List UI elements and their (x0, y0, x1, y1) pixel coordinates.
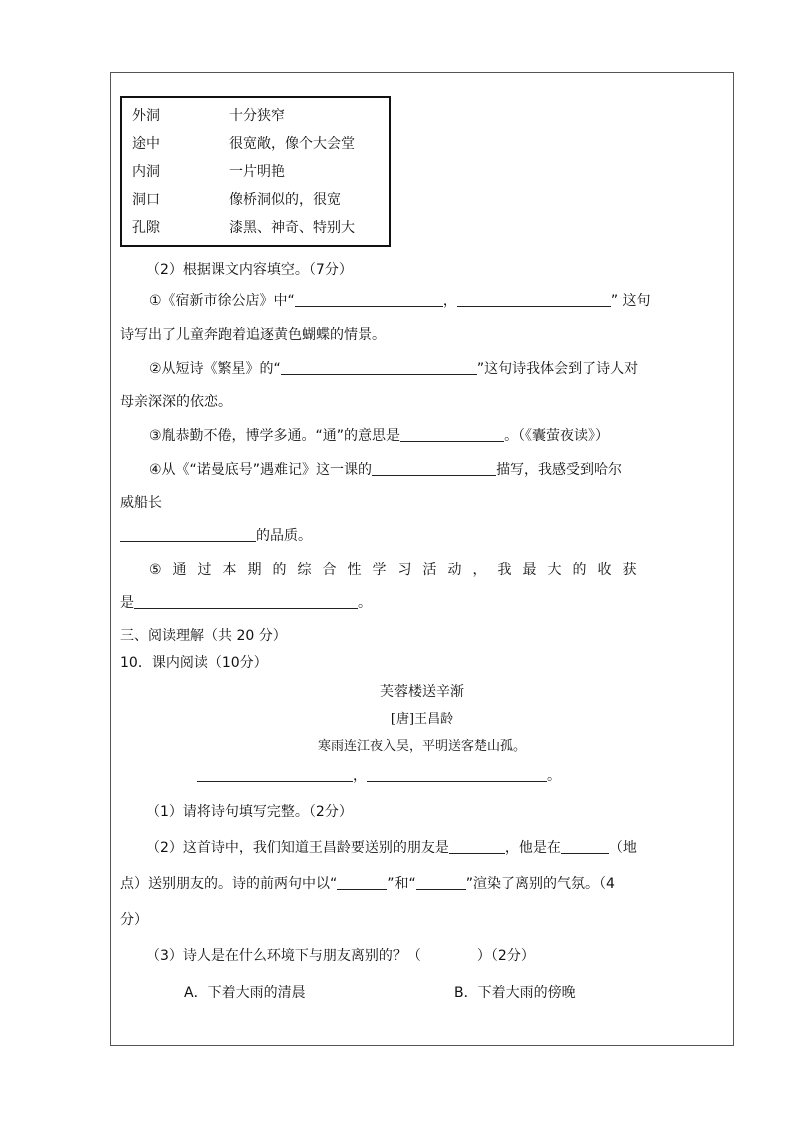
sq2-a: （2）这首诗中，我们知道王昌龄要送别的朋友是 (146, 840, 449, 856)
answer-blank[interactable] (134, 594, 358, 609)
q2-item4-end (120, 527, 312, 545)
question-10: 10．课内阅读（10分） (120, 655, 268, 671)
q2-item5: ⑤通过本期的综合性学习活动，我最大的收获 (149, 562, 648, 578)
match-left: 洞口 (132, 192, 160, 208)
section-title: 三、阅读理解（共 20 分） (120, 628, 287, 644)
q2-item3-prefix: ③胤恭勤不倦，博学多通。“通”的意思是 (149, 428, 401, 444)
answer-blank[interactable] (457, 292, 611, 307)
match-left: 内洞 (132, 164, 160, 180)
q2-item3-suffix: 。（《囊萤夜读》） (504, 428, 610, 444)
answer-blank[interactable] (281, 360, 477, 375)
q2-item2-cont: 母亲深深的依恋。 (120, 394, 232, 410)
match-row (132, 135, 355, 153)
q2-item4-cont: 威船长 (120, 495, 162, 511)
sub-question-2-end: 分） (120, 912, 148, 928)
match-right: 一片明艳 (229, 164, 285, 180)
poem-title: 芙蓉楼送辛渐 (380, 684, 464, 700)
sub-question-2 (146, 839, 637, 857)
poem-blank-line (197, 767, 561, 785)
sq2-d: 点）送别朋友的。诗的前两句中以“ (120, 876, 338, 892)
match-right: 十分狭窄 (229, 108, 285, 124)
option-b[interactable]: B．下着大雨的傍晚 (454, 985, 576, 1001)
sub-question-1: （1）请将诗句填写完整。（2分） (146, 804, 353, 820)
q2-item2 (149, 360, 638, 378)
match-right: 漆黑、神奇、特别大 (229, 220, 355, 236)
answer-blank[interactable] (120, 527, 256, 542)
sub-question-3: （3）诗人是在什么环境下与朋友离别的？（ ）（2分） (146, 948, 535, 964)
sq2-b: ，他是在 (504, 840, 561, 856)
answer-blank[interactable] (367, 767, 547, 782)
poem-sep: ， (353, 768, 367, 784)
answer-blank[interactable] (197, 767, 353, 782)
match-right: 很宽敞，像个大会堂 (229, 136, 355, 152)
match-row (132, 191, 341, 209)
poem-line: 寒雨连江夜入吴，平明送客楚山孤。 (317, 739, 526, 754)
poem-end: 。 (547, 768, 561, 784)
q2-item2-suffix: ”这句诗我体会到了诗人对 (476, 361, 639, 377)
answer-blank[interactable] (337, 875, 387, 890)
match-row (132, 163, 285, 181)
answer-blank[interactable] (449, 839, 505, 854)
match-row (132, 107, 285, 125)
match-left: 途中 (132, 136, 160, 152)
poem-author: [唐]王昌龄 (390, 712, 454, 727)
q2-item3 (149, 427, 609, 445)
q2-item5-end (120, 594, 372, 612)
answer-blank[interactable] (416, 875, 466, 890)
q2-item2-prefix: ②从短诗《繁星》的“ (149, 361, 281, 377)
answer-blank[interactable] (400, 427, 504, 442)
q2-item1-suffix: ” 这句 (610, 293, 651, 309)
q2-item1-sep: ， (442, 293, 457, 309)
match-row (132, 219, 355, 237)
sub-question-2-cont (120, 875, 615, 893)
answer-blank[interactable] (561, 839, 609, 854)
answer-blank[interactable] (372, 461, 496, 476)
match-left: 孔隙 (132, 220, 160, 236)
q2-item5-prefix: 是 (120, 595, 134, 611)
match-left: 外洞 (132, 108, 160, 124)
match-right: 像桥洞似的，很宽 (229, 192, 341, 208)
q2-item1-prefix: ①《宿新市徐公店》中“ (149, 293, 295, 309)
q2-item1-cont: 诗写出了儿童奔跑着追逐黄色蝴蝶的情景。 (120, 327, 386, 343)
option-a[interactable]: A．下着大雨的清晨 (184, 985, 306, 1001)
q2-item5-tail: 。 (358, 595, 372, 611)
q2-item4-suffix: 描写，我感受到哈尔 (496, 462, 623, 478)
q2-heading: （2）根据课文内容填空。（7分） (146, 262, 353, 278)
answer-blank[interactable] (295, 292, 443, 307)
q2-item4-prefix: ④从《“诺曼底号”遇难记》这一课的 (149, 462, 373, 478)
sq2-e: ”和“ (387, 876, 416, 892)
q2-item1 (149, 292, 651, 310)
q2-item4 (149, 461, 622, 479)
matching-table (120, 96, 391, 247)
sq2-f: ”渲染了离别的气氛。（4 (465, 876, 615, 892)
sq2-c: （地 (608, 840, 637, 856)
q2-item4-tail: 的品质。 (256, 528, 312, 544)
